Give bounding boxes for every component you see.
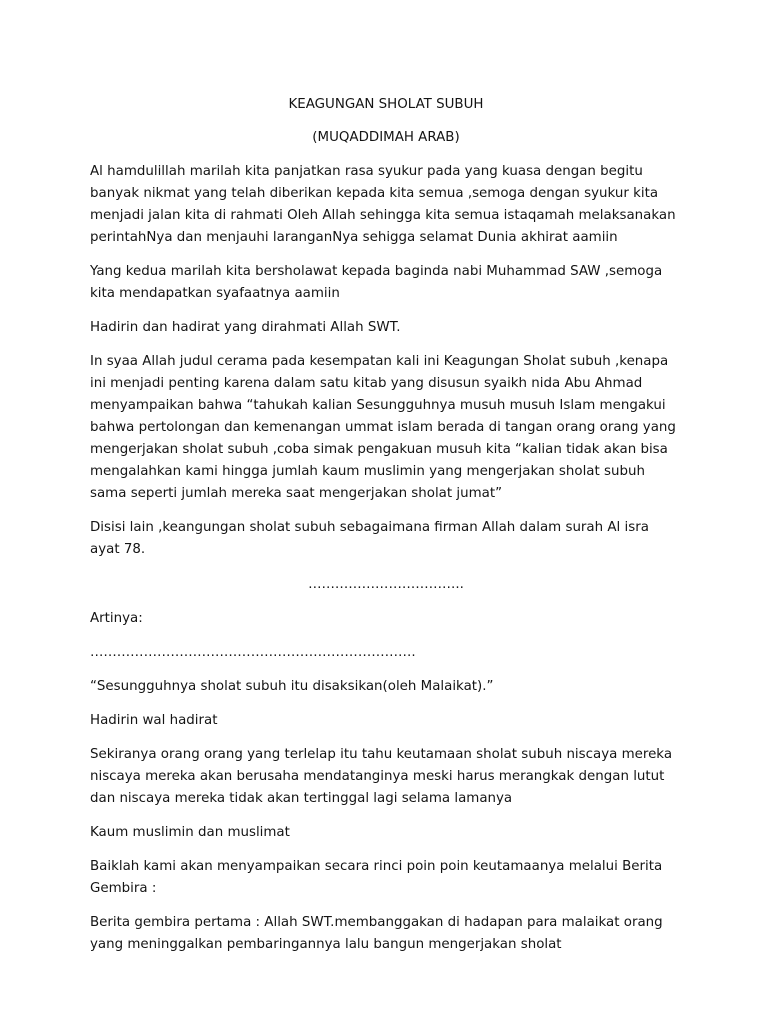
paragraph-surah-reference: Disisi lain ,keangungan sholat subuh sebagaimana firman Allah dalam surah Al isra ayat 78. <box>90 520 649 557</box>
document-title: KEAGUNGAN SHOLAT SUBUH <box>288 97 484 112</box>
document-subtitle: (MUQADDIMAH ARAB) <box>312 130 460 145</box>
paragraph-address-kaum: Kaum muslimin dan muslimat <box>90 825 290 840</box>
arabic-verse-placeholder: …………………………….. <box>308 577 464 592</box>
paragraph-verse-translation: “Sesungguhnya sholat subuh itu disaksikan(oleh Malaikat).” <box>90 679 494 694</box>
translation-placeholder: ………………………………………………………………. <box>90 645 416 660</box>
paragraph-introduction: In syaa Allah judul cerama pada kesempatan kali ini Keagungan Sholat subuh ,kenapa ini menjadi penting karena dalam satu kitab yang disusun syaikh nida Abu Ahmad menyampaikan bahwa “tahukah kalian Sesungguhnya musuh musuh Islam mengakui bahwa pertolongan dan kemenangan ummat islam berada di tangan orang orang yang mengerjakan sholat subuh ,coba simak pengakuan musuh kita “kalian tidak akan bisa mengalahkan kami hingga jumlah kaum muslimin yang mengerjakan sholat subuh sama seperti jumlah mereka saat mengerjakan sholat jumat” <box>90 354 676 501</box>
paragraph-good-news-intro: Baiklah kami akan menyampaikan secara rinci poin poin keutamaanya melalui Berita Gembira : <box>90 859 663 896</box>
paragraph-sholawat: Yang kedua marilah kita bersholawat kepada baginda nabi Muhammad SAW ,semoga kita mendapatkan syafaatnya aamiin <box>90 264 663 301</box>
document-body <box>90 94 682 968</box>
paragraph-address-hadirin: Hadirin wal hadirat <box>90 713 218 728</box>
paragraph-artinya-label: Artinya: <box>90 611 143 626</box>
paragraph-virtue: Sekiranya orang orang yang terlelap itu tahu keutamaan sholat subuh niscaya mereka niscaya mereka akan berusaha mendatanginya meski harus merangkak dengan lutut dan niscaya mereka tidak akan tertinggal lagi selama lamanya <box>90 747 673 806</box>
paragraph-greeting: Hadirin dan hadirat yang dirahmati Allah SWT. <box>90 320 401 335</box>
paragraph-opening: Al hamdulillah marilah kita panjatkan rasa syukur pada yang kuasa dengan begitu banyak nikmat yang telah diberikan kepada kita semua ,semoga dengan syukur kita menjadi jalan kita di rahmati Oleh Allah sehingga kita semua istaqamah melaksanakan perintahNya dan menjauhi laranganNya sehigga selamat Dunia akhirat aamiin <box>90 164 676 245</box>
paragraph-good-news-first: Berita gembira pertama : Allah SWT.membanggakan di hadapan para malaikat orang yang meninggalkan pembaringannya lalu bangun mengerjakan sholat <box>90 915 663 952</box>
